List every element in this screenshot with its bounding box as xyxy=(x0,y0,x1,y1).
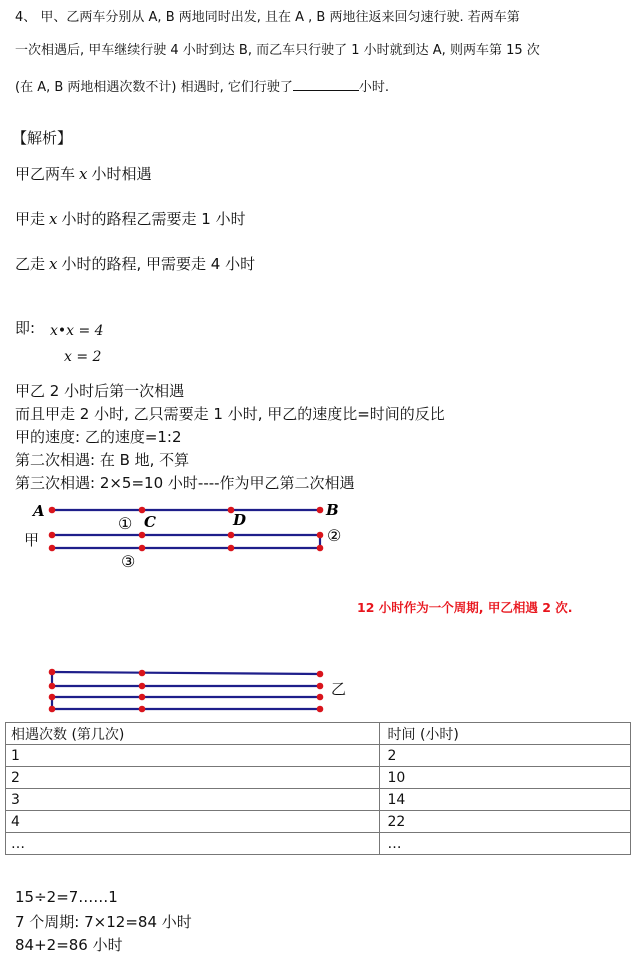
path-dot xyxy=(139,532,146,539)
analysis-line-1 xyxy=(15,163,152,184)
problem-line-3-text: (在 A, B 两地相遇次数不计) 相遇时, 它们行驶了 xyxy=(15,80,293,95)
table-cell: 2 xyxy=(6,767,380,789)
path-dot xyxy=(139,706,146,713)
table-header-row xyxy=(6,723,631,745)
problem-line-3 xyxy=(15,78,389,96)
answer-blank xyxy=(293,78,359,91)
equation-1: x•x = 4 xyxy=(50,323,104,339)
point-b xyxy=(317,507,324,514)
variable-x: x xyxy=(49,210,58,228)
analysis-line-3-pre: 乙走 xyxy=(15,255,46,273)
jia-path-dots xyxy=(49,507,324,552)
yi-path-lines xyxy=(52,672,320,709)
table-header: 相遇次数 (第几次) xyxy=(6,723,380,745)
path-dot xyxy=(139,670,146,677)
table-cell: … xyxy=(379,833,631,855)
problem-line-1: 4、 甲、乙两车分别从 A, B 两地同时出发, 且在 A , B 两地往返来回匀速行驶. 若两车第 xyxy=(15,10,520,25)
step-3: 甲的速度: 乙的速度=1:2 xyxy=(15,428,182,446)
label-c: C xyxy=(144,513,156,531)
step-4: 第二次相遇: 在 B 地, 不算 xyxy=(15,451,190,469)
problem-line-3-end: 小时. xyxy=(358,80,390,95)
period-note: 12 小时作为一个周期, 甲乙相遇 2 次. xyxy=(357,600,573,615)
path-dot xyxy=(49,694,56,701)
yi-path-dots xyxy=(49,669,324,713)
conclusion-line-1: 15÷2=7……1 xyxy=(15,888,118,906)
path-dot xyxy=(228,545,235,552)
path-dot xyxy=(49,669,56,676)
analysis-line-3-post: 小时的路程, 甲需要走 4 小时 xyxy=(61,255,256,273)
label-b: B xyxy=(326,501,339,519)
problem-line-2: 一次相遇后, 甲车继续行驶 4 小时到达 B, 而乙车只行驶了 1 小时就到达 A, 则两车第 15 次 xyxy=(15,43,540,58)
path-dot xyxy=(317,683,324,690)
label-a: A xyxy=(33,502,45,520)
analysis-line-1-pre: 甲乙两车 xyxy=(15,165,76,183)
analysis-line-2-post: 小时的路程乙需要走 1 小时 xyxy=(61,210,246,228)
table-header: 时间 (小时) xyxy=(379,723,631,745)
label-yi: 乙 xyxy=(331,680,347,698)
point-a xyxy=(49,507,56,514)
table-cell: 4 xyxy=(6,811,380,833)
variable-x: x xyxy=(49,255,58,273)
jia-path-lines xyxy=(52,510,320,548)
analysis-line-2 xyxy=(15,208,246,229)
label-d: D xyxy=(233,511,247,529)
table-row xyxy=(6,745,631,767)
ji-label: 即: xyxy=(15,319,36,337)
step-2: 而且甲走 2 小时, 乙只需要走 1 小时, 甲乙的速度比=时间的反比 xyxy=(15,405,445,423)
table-cell: 10 xyxy=(379,767,631,789)
jia-path-diagram xyxy=(0,495,360,575)
path-dot xyxy=(139,694,146,701)
circled-2: ② xyxy=(327,526,342,545)
table-row xyxy=(6,767,631,789)
table-row xyxy=(6,833,631,855)
conclusion-line-3: 84+2=86 小时 xyxy=(15,936,123,954)
table-cell: 14 xyxy=(379,789,631,811)
path-dot xyxy=(49,545,56,552)
table-cell: … xyxy=(6,833,380,855)
table-row xyxy=(6,789,631,811)
path-dot xyxy=(317,694,324,701)
conclusion-line-2: 7 个周期: 7×12=84 小时 xyxy=(15,913,192,931)
path-dot xyxy=(228,532,235,539)
path-dot xyxy=(317,532,324,539)
path-dot xyxy=(139,545,146,552)
step-1: 甲乙 2 小时后第一次相遇 xyxy=(15,382,185,400)
step-5: 第三次相遇: 2×5=10 小时----作为甲乙第二次相遇 xyxy=(15,474,355,492)
variable-x: x xyxy=(79,165,88,183)
yi-path-diagram xyxy=(0,660,340,720)
meeting-table xyxy=(5,722,631,855)
equation-2: x = 2 xyxy=(64,349,102,365)
table-cell: 3 xyxy=(6,789,380,811)
path-dot xyxy=(49,706,56,713)
label-jia: 甲 xyxy=(24,531,40,549)
path-dot xyxy=(49,683,56,690)
analysis-line-3 xyxy=(15,253,255,274)
table-cell: 2 xyxy=(379,745,631,767)
table-cell: 22 xyxy=(379,811,631,833)
circled-1: ① xyxy=(118,514,133,533)
path-dot xyxy=(317,706,324,713)
path-segment xyxy=(52,672,320,674)
path-dot xyxy=(139,683,146,690)
path-dot xyxy=(317,671,324,678)
analysis-heading: 【解析】 xyxy=(12,129,73,147)
analysis-line-1-post: 小时相遇 xyxy=(91,165,152,183)
table-row xyxy=(6,811,631,833)
path-dot xyxy=(317,545,324,552)
path-dot xyxy=(49,532,56,539)
circled-3: ③ xyxy=(121,552,136,571)
analysis-line-2-pre: 甲走 xyxy=(15,210,46,228)
table-cell: 1 xyxy=(6,745,380,767)
